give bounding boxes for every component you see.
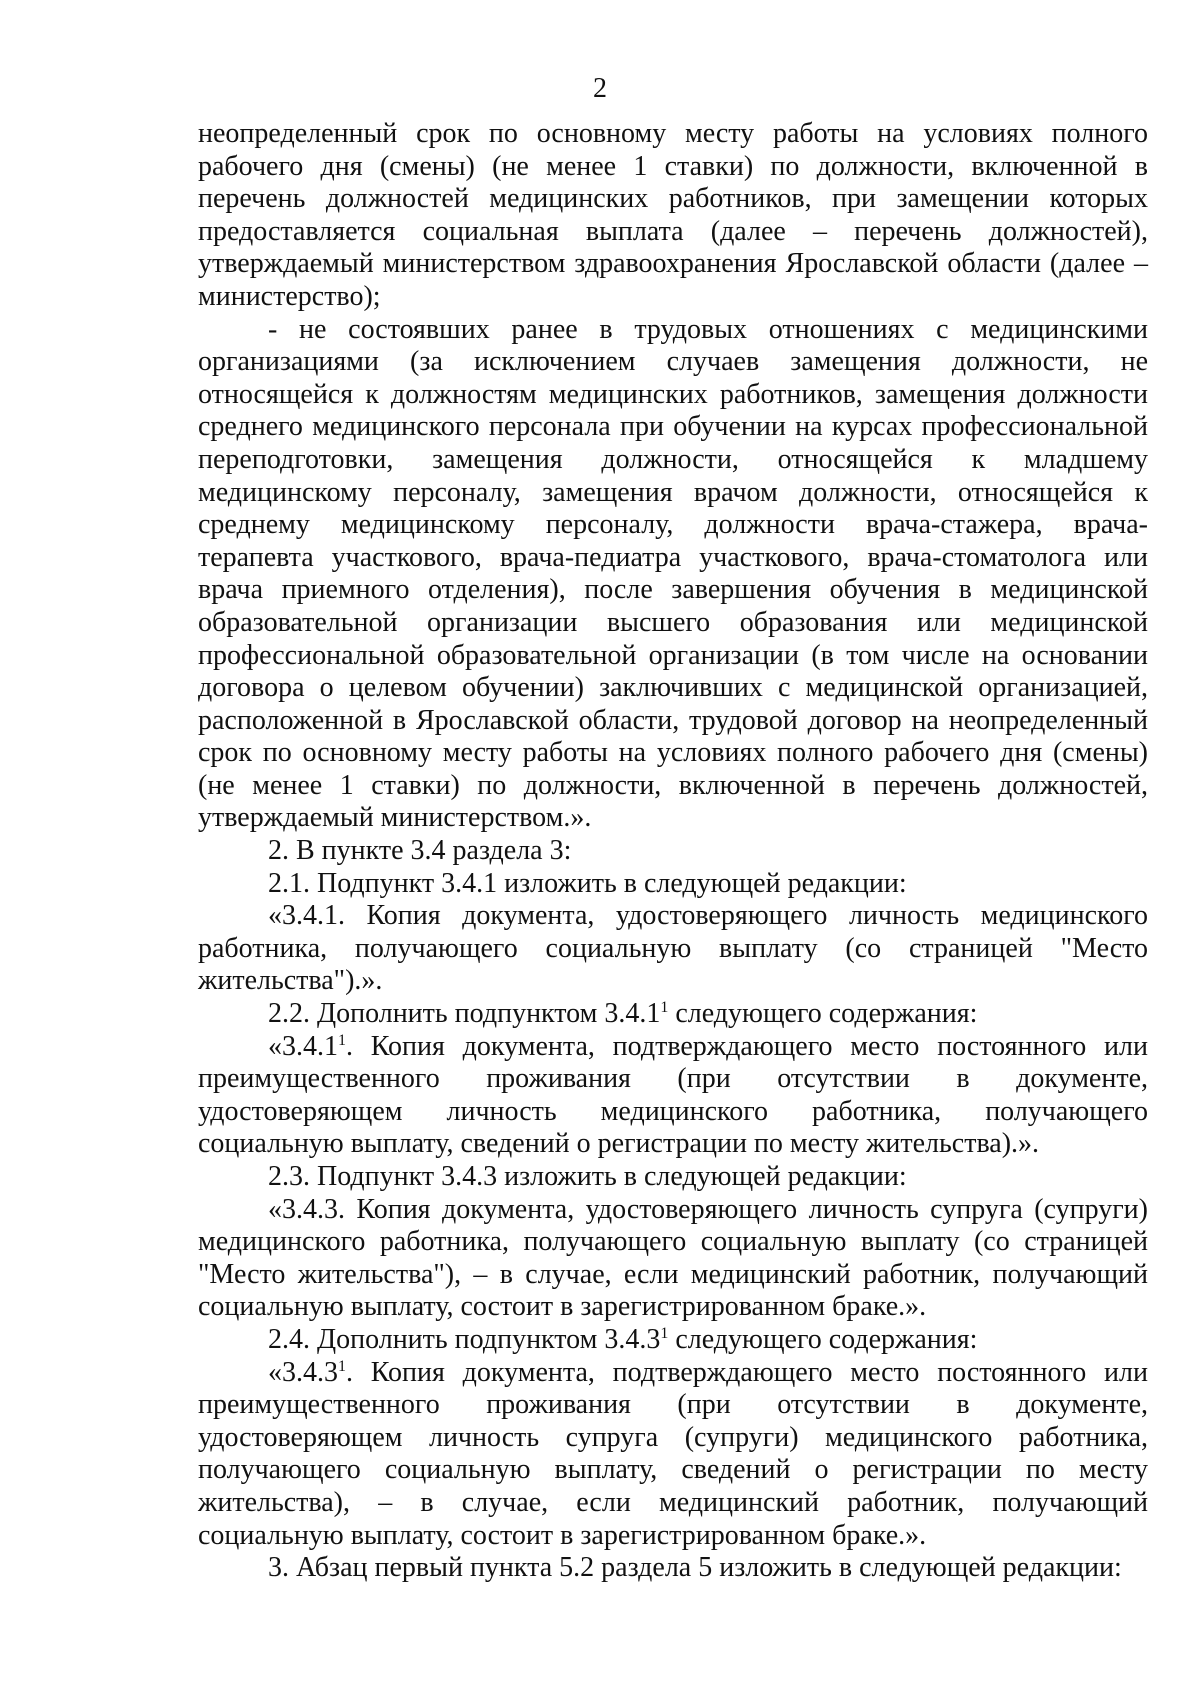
text-line-content: расположенной в Ярославской области, трудовой договор на неопределенный (198, 704, 1148, 736)
text-line (198, 477, 1148, 510)
superscript: 1 (660, 1324, 669, 1342)
text-line-content: врача приемного отделения), после завершения обучения в медицинской (198, 574, 1148, 606)
text-line (198, 868, 1148, 901)
text-line-content: 2.3. Подпункт 3.4.3 изложить в следующей редакции: (268, 1161, 907, 1192)
text-line-content: «3.4.1. Копия документа, удостоверяющего личность медицинского (268, 900, 1148, 932)
text-line-continuation: следующего содержания: (668, 998, 978, 1030)
text-line (198, 248, 1148, 281)
text-line-content: 2.4. Дополнить подпунктом 3.4.3 (268, 1323, 661, 1355)
text-line (198, 346, 1148, 379)
text-line-content: работника, получающего социальную выплату (со страницей "Место (198, 932, 1148, 964)
text-line (198, 1128, 1148, 1161)
text-line-content: среднему медицинскому персоналу, должности врача-стажера, врача- (198, 509, 1148, 541)
text-line (198, 1194, 1148, 1227)
text-line (198, 542, 1148, 575)
text-line-content: срок по основному месту работы на условиях полного рабочего дня (смены) (198, 737, 1148, 769)
text-line-content: 3. Абзац первый пункта 5.2 раздела 5 изложить в следующей редакции: (268, 1552, 1122, 1584)
text-line-continuation: следующего содержания: (668, 1323, 978, 1355)
text-line (198, 1357, 1148, 1390)
text-line-continuation: . Копия документа, подтверждающего место постоянного или (346, 1356, 1148, 1388)
text-line (198, 1063, 1148, 1096)
text-line-content: жительства").». (198, 965, 383, 997)
text-line-content: профессиональной образовательной организации (в том числе на основании (198, 639, 1148, 671)
text-line-content: среднего медицинского персонала при обучении на курсах профессиональной (198, 411, 1148, 443)
text-line-content: преимущественного проживания (при отсутствии в документе, (198, 1389, 1148, 1421)
text-line (198, 1259, 1148, 1292)
text-line-content: утверждаемый министерством.». (198, 802, 592, 834)
text-line (198, 379, 1148, 412)
text-line (198, 509, 1148, 542)
text-line (198, 835, 1148, 868)
text-line-content: получающего социальную выплату, сведений о регистрации по месту (198, 1454, 1148, 1486)
text-line (198, 411, 1148, 444)
document-body (198, 118, 1148, 1585)
text-line-content: «3.4.3. Копия документа, удостоверяющего личность супруга (супруги) (268, 1193, 1148, 1225)
text-line (198, 183, 1148, 216)
text-line (198, 1454, 1148, 1487)
text-line-content: министерство); (198, 280, 381, 312)
text-line-content: социальную выплату, состоит в зарегистрированном браке.». (198, 1291, 927, 1323)
text-line-content: "Место жительства"), – в случае, если медицинский работник, получающий (198, 1258, 1148, 1290)
text-line (198, 1487, 1148, 1520)
text-line (198, 216, 1148, 249)
text-line (198, 640, 1148, 673)
text-line (198, 770, 1148, 803)
text-line (198, 965, 1148, 998)
text-line (198, 1389, 1148, 1422)
text-line-content: удостоверяющем личность супруга (супруги) медицинского работника, (198, 1421, 1148, 1453)
text-line (198, 574, 1148, 607)
text-line (198, 1291, 1148, 1324)
text-line-content: перечень должностей медицинских работников, при замещении которых (198, 183, 1148, 215)
superscript: 1 (660, 999, 669, 1017)
text-line (198, 1324, 1148, 1357)
text-line (198, 1226, 1148, 1259)
text-line-content: социальную выплату, состоит в зарегистрированном браке.». (198, 1519, 927, 1551)
text-line (198, 607, 1148, 640)
text-line (198, 281, 1148, 314)
text-line-content: «3.4.1 (268, 1030, 338, 1062)
text-line-content: - не состоявших ранее в трудовых отношениях с медицинскими (268, 313, 1148, 345)
text-line-content: «3.4.3 (268, 1356, 338, 1388)
text-line (198, 118, 1148, 151)
text-line (198, 314, 1148, 347)
text-line-content: неопределенный срок по основному месту работы на условиях полного (198, 118, 1148, 149)
text-line-content: относящейся к должностям медицинских работников, замещения должности (198, 378, 1148, 410)
text-line (198, 1552, 1148, 1585)
text-line-content: переподготовки, замещения должности, относящейся к младшему (198, 443, 1148, 475)
text-line (198, 1031, 1148, 1064)
text-line (198, 672, 1148, 705)
superscript: 1 (338, 1357, 346, 1375)
text-line-content: терапевта участкового, врача-педиатра участкового, врача-стоматолога или (198, 541, 1148, 573)
text-line (198, 900, 1148, 933)
text-line-content: утверждаемый министерством здравоохранения Ярославской области (далее – (198, 248, 1148, 280)
text-line-content: жительства), – в случае, если медицинский работник, получающий (198, 1486, 1148, 1518)
text-line-continuation: . Копия документа, подтверждающего место постоянного или (346, 1030, 1148, 1062)
text-line (198, 1096, 1148, 1129)
text-line (198, 705, 1148, 738)
text-line-content: 2. В пункте 3.4 раздела 3: (268, 835, 572, 867)
text-line (198, 444, 1148, 477)
text-line-content: рабочего дня (смены) (не менее 1 ставки) по должности, включенной в (198, 150, 1148, 182)
text-line-content: (не менее 1 ставки) по должности, включенной в перечень должностей, (198, 769, 1148, 801)
text-line-content: договора о целевом обучении) заключивших с медицинской организацией, (198, 672, 1148, 704)
text-line (198, 998, 1148, 1031)
text-line (198, 1520, 1148, 1553)
page-number: 2 (593, 73, 607, 104)
text-line-content: медицинскому персоналу, замещения врачом должности, относящейся к (198, 476, 1148, 508)
text-line-content: образовательной организации высшего образования или медицинской (198, 606, 1148, 638)
text-line-content: преимущественного проживания (при отсутствии в документе, (198, 1063, 1148, 1095)
text-line-content: медицинского работника, получающего социальную выплату (со страницей (198, 1226, 1148, 1258)
text-line (198, 1422, 1148, 1455)
text-line (198, 933, 1148, 966)
text-line (198, 737, 1148, 770)
text-line-content: 2.1. Подпункт 3.4.1 изложить в следующей редакции: (268, 867, 907, 899)
text-line-content: 2.2. Дополнить подпунктом 3.4.1 (268, 998, 661, 1030)
text-line-content: предоставляется социальная выплата (далее – перечень должностей), (198, 215, 1148, 247)
text-line-content: организациями (за исключением случаев замещения должности, не (198, 346, 1148, 378)
text-line (198, 802, 1148, 835)
text-line-content: социальную выплату, сведений о регистрации по месту жительства).». (198, 1128, 1040, 1160)
superscript: 1 (338, 1031, 346, 1049)
text-line (198, 151, 1148, 184)
text-line (198, 1161, 1148, 1194)
text-line-content: удостоверяющем личность медицинского работника, получающего (198, 1095, 1148, 1127)
